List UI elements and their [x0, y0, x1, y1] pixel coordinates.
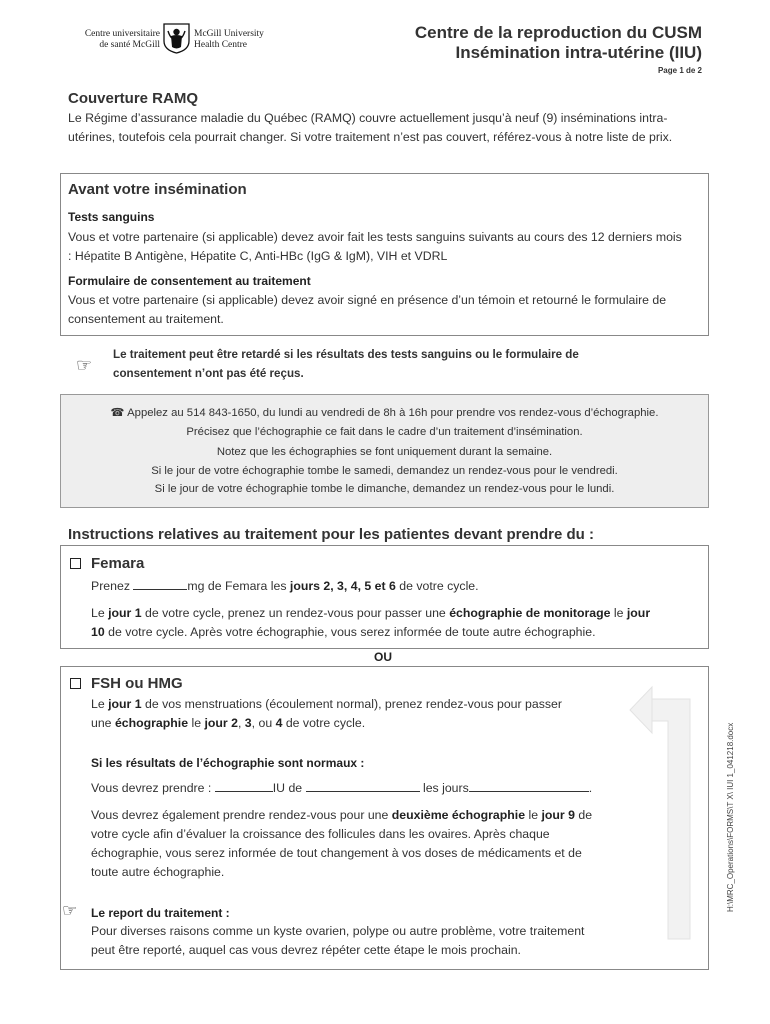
logo-text-fr [64, 29, 160, 51]
phone-line4: Si le jour de votre échographie tombe le samedi, demandez un rendez-vous pour le vendredi. [151, 464, 618, 477]
title-line2: Insémination intra-utérine (IIU) [455, 43, 702, 62]
file-path-text: H:\MRC_Operations\FORMS\T X\ IUI 1_041218.docx [726, 722, 735, 912]
phone-line1: Appelez au 514 843-1650, du lundi au vendredi de 8h à 16h pour prendre vos rendez-vous d’échographie. [127, 407, 659, 419]
femara-echo: échographie de monitorage [449, 606, 611, 620]
fsh-day1: jour 1 [108, 697, 142, 711]
phone-line5: Si le jour de votre échographie tombe le dimanche, demandez un rendez-vous pour le lundi. [154, 483, 615, 495]
dose-days-blank[interactable] [469, 779, 589, 792]
femara-l2c: le [610, 606, 627, 620]
second-c: de [574, 808, 593, 822]
form-text: Vous et votre partenaire (si applicable) devez avoir signé en présence d’un témoin et retourné le formulaire de consentement au traitement. [68, 293, 667, 326]
femara-box [60, 545, 709, 649]
second-line2: votre cycle afin d’évaluer la croissance des follicules dans les ovaires. Après chaque [91, 827, 550, 841]
second-a: Vous devrez également prendre rendez-vous pour une [91, 808, 392, 822]
normal-results-title: Si les résultats de l’échographie sont normaux : [91, 756, 365, 770]
second-b: le [525, 808, 542, 822]
dose-iu-blank[interactable] [215, 779, 273, 792]
dose-b: IU de [272, 781, 306, 795]
femara-title: Femara [91, 555, 145, 572]
fsh-line1 [91, 695, 651, 714]
logo-en-line2: Health Centre [194, 40, 248, 50]
fsh-line2 [91, 714, 651, 733]
femara-l2d: de votre cycle. Après votre échographie, vous serez informée de toute autre échographie. [104, 625, 596, 639]
report-title: Le report du traitement : [91, 906, 230, 920]
phone-line1-row [61, 404, 708, 423]
document-title [415, 23, 702, 63]
phone-info-box [60, 394, 709, 508]
tests-text: Vous et votre partenaire (si applicable) devez avoir fait les tests sanguins suivants au cours des 12 derniers mois : Hépatite B Antigène, Hépatite C, Anti-HBc (IgG & IgM), VIH et VDRL [68, 230, 682, 263]
second-line4: toute autre échographie. [91, 865, 225, 879]
second-echo: deuxième échographie [391, 808, 526, 822]
or-separator: OU [374, 650, 392, 664]
mcgill-crest-icon [163, 23, 190, 54]
warning-text [113, 346, 579, 383]
femara-l2a: Le [91, 606, 109, 620]
fsh-l2a: une [91, 716, 115, 730]
femara-day10a: jour [626, 606, 651, 620]
ramq-title: Couverture RAMQ [68, 90, 199, 107]
dose-drug-blank[interactable] [306, 779, 420, 792]
femara-l2b: de votre cycle, prenez un rendez-vous pour passer une [141, 606, 450, 620]
fsh-echo: échographie [114, 716, 189, 730]
tests-title: Tests sanguins [68, 210, 155, 224]
fsh-l2d: , ou [251, 716, 276, 730]
dose-c: les jours [419, 781, 469, 795]
fsh-l1a: Le [91, 697, 109, 711]
ramq-text: Le Régime d’assurance maladie du Québec (RAMQ) couvre actuellement jusqu’à neuf (9) inséminations intra-utérines, toutefois cela pourrait changer. Si votre traitement n’est pas couvert, référez-vous à notre liste de prix. [68, 111, 673, 144]
fsh-l1b: de vos menstruations (écoulement normal), prenez rendez-vous pour passer [141, 697, 562, 711]
warning-line2: consentement n’ont pas été reçus. [113, 366, 304, 380]
femara-dose-blank[interactable] [133, 577, 187, 590]
dose-line [91, 779, 651, 798]
fsh-title: FSH ou HMG [91, 675, 183, 692]
femara-day1: jour 1 [108, 606, 142, 620]
logo-en-line1: McGill University [194, 29, 264, 39]
phone-line2: Précisez que l’échographie ce fait dans le cadre d’un traitement d’insémination. [186, 425, 583, 438]
femara-days: jours 2, 3, 4, 5 et 6 [289, 579, 396, 593]
avant-title: Avant votre insémination [68, 181, 247, 198]
femara-day10b: 10 [91, 625, 105, 639]
avant-box [60, 173, 709, 336]
fsh-day2: jour 2 [204, 716, 238, 730]
femara-line1 [91, 577, 479, 596]
second-day9: jour 9 [541, 808, 575, 822]
warning-line1: Le traitement peut être retardé si les résultats des tests sanguins ou le formulaire de [113, 348, 579, 361]
fsh-day3: 3 [244, 716, 252, 730]
second-line1 [91, 806, 661, 825]
instructions-title: Instructions relatives au traitement pour les patientes devant prendre du : [68, 526, 594, 543]
report-line1: Pour diverses raisons comme un kyste ovarien, polype ou autre problème, votre traitement [91, 924, 585, 938]
femara-checkbox[interactable] [70, 558, 81, 569]
logo-text-en [194, 29, 304, 51]
title-line1: Centre de la reproduction du CUSM [414, 23, 702, 42]
fsh-day4: 4 [275, 716, 283, 730]
fsh-intro [91, 695, 651, 733]
fsh-l2b: le [188, 716, 205, 730]
femara-l1b: mg de Femara les [187, 579, 290, 593]
second-line3: échographie, vous serez informée de tout changement à vos doses de médicaments et de [91, 846, 582, 860]
logo-fr-line1: Centre universitaire [84, 29, 160, 39]
fsh-box [60, 666, 709, 970]
femara-line2 [91, 604, 711, 642]
page-number: Page 1 de 2 [657, 66, 702, 75]
report-line2: peut être reporté, auquel cas vous devrez répéter cette étape le mois prochain. [91, 943, 521, 957]
second-echo-text [91, 806, 661, 882]
dose-d: . [588, 781, 593, 795]
pointing-hand-icon: ☞ [76, 355, 93, 375]
fsh-l2e: de votre cycle. [282, 716, 366, 730]
femara-l1c: de votre cycle. [395, 579, 479, 593]
pointing-hand-icon-2: ☞ [62, 901, 78, 920]
report-text [91, 922, 671, 960]
form-title: Formulaire de consentement au traitement [68, 274, 311, 288]
dose-a: Vous devrez prendre : [91, 781, 215, 795]
fsh-checkbox[interactable] [70, 678, 81, 689]
femara-l1a: Prenez [91, 579, 134, 593]
logo-fr-line2: de santé McGill [99, 40, 160, 50]
fsh-l2c: , [237, 716, 245, 730]
phone-icon: ☎ [110, 407, 125, 419]
phone-line3: Notez que les échographies se font uniquement durant la semaine. [216, 446, 553, 458]
